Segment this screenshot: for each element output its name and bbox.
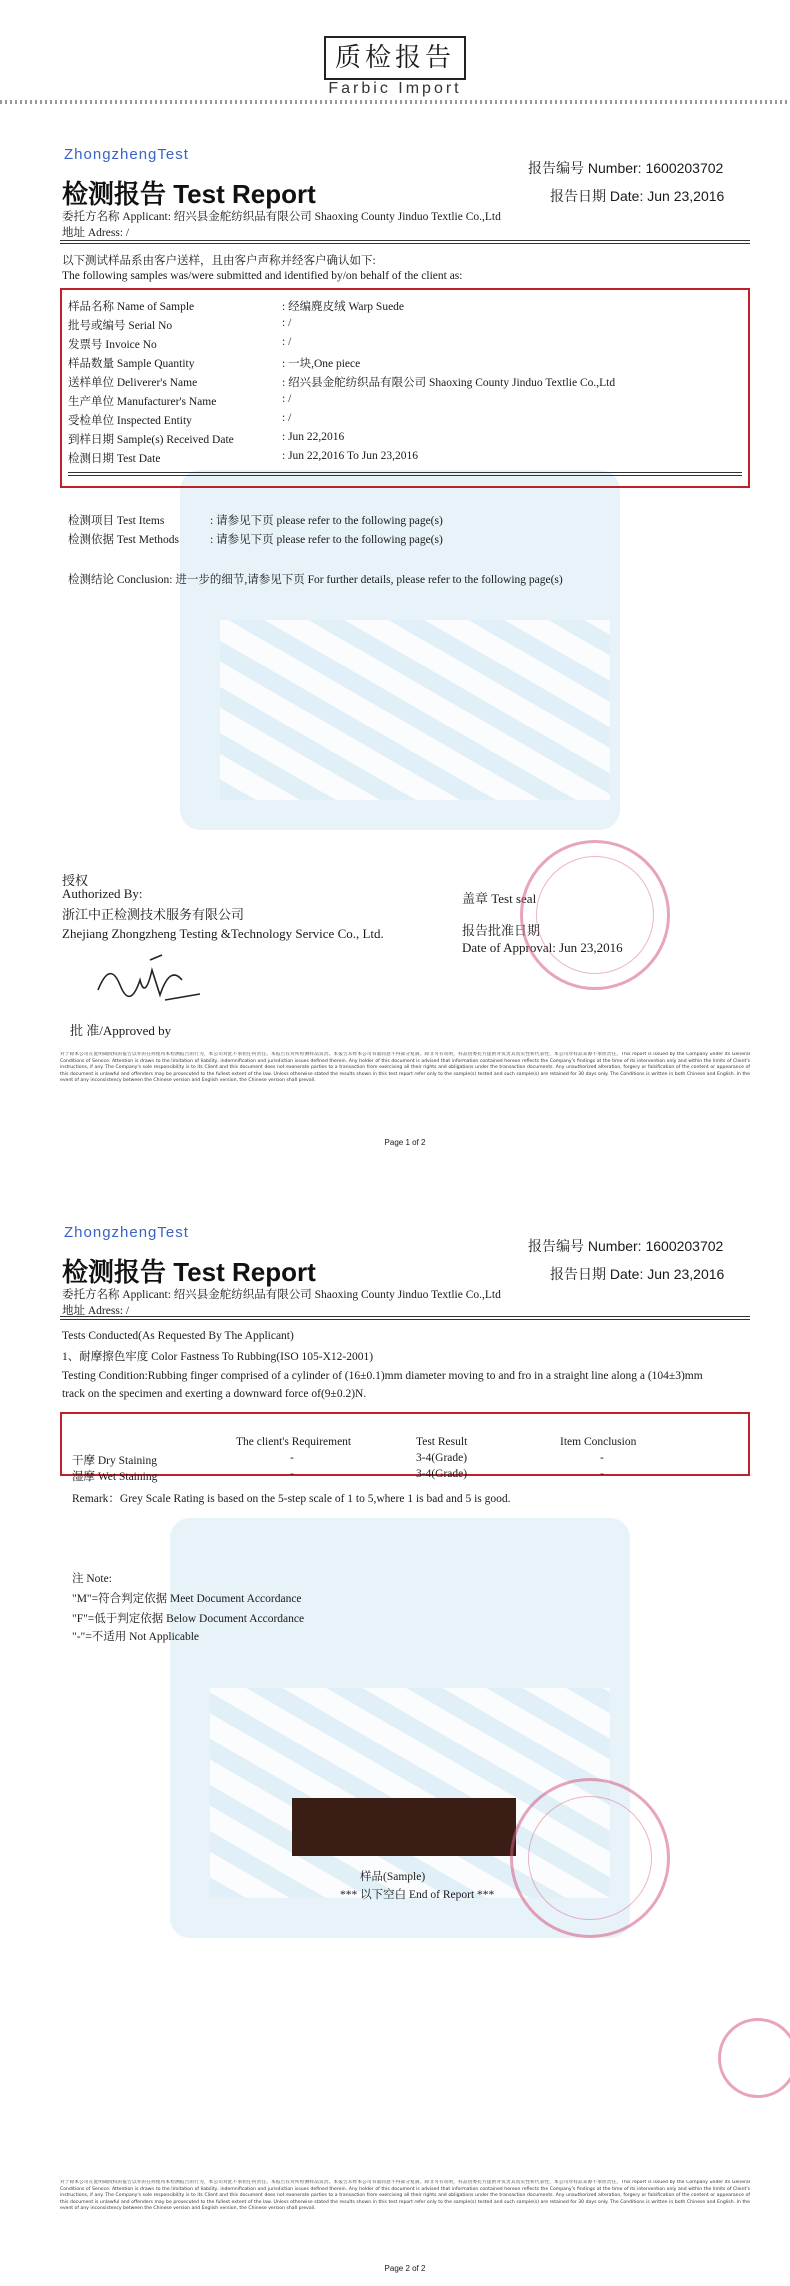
report-number: 报告编号 Number: 1600203702 [528,160,724,176]
banner-title: 质检报告 [324,36,466,80]
result-value: 3-4(Grade) [416,1468,468,1480]
column-header: Test Result [416,1436,468,1448]
company-en: Zhejiang Zhongzheng Testing &Technology Service Co., Ltd. [62,926,384,941]
field-label: 批号或编号 Serial No [68,320,173,332]
report-page-2 [50,1218,760,2278]
banner-divider [0,100,790,104]
field-label: 到样日期 Sample(s) Received Date [68,434,234,446]
field-value: : 绍兴县金舵纺织品有限公司 Shaoxing County Jinduo Textlie Co.,Ltd [282,377,616,389]
results-table-box [60,1412,750,1476]
field-label: 样品数量 Sample Quantity [68,358,195,370]
result-conclusion: - [600,1452,604,1464]
test-items-value: : 请参见下页 please refer to the following page(s) [210,515,443,527]
company-logo: ZhongzhengTest [64,146,189,163]
report-page-1 [50,140,760,1170]
tests-conducted: Tests Conducted(As Requested By The Applicant) [62,1330,294,1342]
intro-cn: 以下测试样品系由客户送样，且由客户声称并经客户确认如下: [62,255,376,267]
test-title: 1、耐摩擦色牢度 Color Fastness To Rubbing(ISO 105-X12-2001) [62,1351,374,1363]
field-value: : / [282,393,292,405]
result-requirement: - [290,1468,294,1480]
result-conclusion: - [600,1468,604,1480]
banner-subtitle: Farbic Import [328,80,462,97]
result-value: 3-4(Grade) [416,1452,468,1464]
field-label: 生产单位 Manufacturer's Name [68,396,217,408]
field-value: : Jun 22,2016 [282,431,345,443]
field-value: : / [282,412,292,424]
field-label: 送样单位 Deliverer's Name [68,377,198,389]
signature [90,950,210,1010]
address: 地址 Adress: / [62,227,130,239]
divider [60,1316,750,1320]
report-date: 报告日期 Date: Jun 23,2016 [550,188,725,204]
field-value: : / [282,336,292,348]
sample-stamp-ring [528,1796,652,1920]
report-number: 报告编号 Number: 1600203702 [528,1238,724,1254]
result-row-label: 湿摩 Wet Staining [72,1471,158,1483]
result-requirement: - [290,1452,294,1464]
end-of-report: *** 以下空白 End of Report *** [340,1889,495,1901]
header-banner [0,0,790,110]
field-value: : / [282,317,292,329]
edge-seal-stamp [718,2018,790,2098]
field-label: 受检单位 Inspected Entity [68,415,192,427]
page-number: Page 2 of 2 [384,2264,426,2273]
authorized-cn: 授权 [62,873,89,888]
result-row-label: 干摩 Dry Staining [72,1455,157,1467]
column-header: Item Conclusion [560,1436,637,1448]
report-date: 报告日期 Date: Jun 23,2016 [550,1266,725,1282]
test-methods-label: 检测依据 Test Methods [68,534,179,546]
page-title: 检测报告 Test Report [62,1257,316,1287]
applicant: 委托方名称 Applicant: 绍兴县金舵纺织品有限公司 Shaoxing County Jinduo Textlie Co.,Ltd [62,211,501,223]
sample-label: 样品(Sample) [360,1871,426,1883]
company-seal-ring [536,856,654,974]
field-label: 样品名称 Name of Sample [68,301,195,313]
note-item: "-"=不适用 Not Applicable [72,1631,200,1643]
conclusion: 检测结论 Conclusion: 进一步的细节,请参见下页 For further details, please refer to the following page(s) [68,574,563,586]
terms-fine-print: 对于除本公司在此明确授权的报告以外的任何使用本检测报告的行为，本公司对此不承担任何责任。本报告仅对所检测样品负责。本报告未经本公司书面同意不得部分复制。除非另有说明，样品由委托方提供并负责其真实性和代表性，本公司对样品来源不承担责任。This report is issued by the Company under its General Conditions of Service. Attention is drawn to the limitation of liability, indemnification and jurisdiction issues defined therein. Any holder of this document is advised that information contained hereon reflects the Company's findings at the time of its intervention only and within the limits of Client's instructions, if any. The Company's sole responsibility is to its Client and this document does not exonerate parties to a transaction from exercising all their rights and obligations under the transaction documents. Any unauthorized alteration, forgery or falsification of the content or appearance of this document is unlawful and offenders may be prosecuted to the fullest extent of the law. Unless otherwise stated the results shown in this test report refer only to the sample(s) tested and such sample(s) are retained for 30 days only. The Conditions is written in both Chinese and English. In the event of any inconsistency between the Chinese version and English version, the Chinese version shall prevail. [60,2180,750,2211]
address: 地址 Adress: / [62,1305,130,1317]
field-value: : Jun 22,2016 To Jun 23,2016 [282,450,419,462]
test-methods-value: : 请参见下页 please refer to the following page(s) [210,534,443,546]
note-title: 注 Note: [72,1573,112,1585]
authorized-en: Authorized By: [62,886,143,901]
approved-by: 批 准/Approved by [70,1023,172,1038]
page-number: Page 1 of 2 [384,1138,426,1147]
divider [60,240,750,244]
test-items-label: 检测项目 Test Items [68,515,165,527]
terms-fine-print: 对于除本公司在此明确授权的报告以外的任何使用本检测报告的行为，本公司对此不承担任何责任。本报告仅对所检测样品负责。本报告未经本公司书面同意不得部分复制。除非另有说明，样品由委托方提供并负责其真实性和代表性，本公司对样品来源不承担责任。This report is issued by the Company under its General Conditions of Service. Attention is drawn to the limitation of liability, indemnification and jurisdiction issues defined therein. Any holder of this document is advised that information contained hereon reflects the Company's findings at the time of its intervention only and within the limits of Client's instructions, if any. The Company's sole responsibility is to its Client and this document does not exonerate parties to a transaction from exercising all their rights and obligations under the transaction documents. Any unauthorized alteration, forgery or falsification of the content or appearance of this document is unlawful and offenders may be prosecuted to the fullest extent of the law. Unless otherwise stated the results shown in this test report refer only to the sample(s) tested and such sample(s) are retained for 30 days only. The Conditions is written in both Chinese and English. In the event of any inconsistency between the Chinese version and English version, the Chinese version shall prevail. [60,1052,750,1083]
field-label: 发票号 Invoice No [68,339,157,351]
applicant: 委托方名称 Applicant: 绍兴县金舵纺织品有限公司 Shaoxing County Jinduo Textlie Co.,Ltd [62,1289,501,1301]
field-value: : 经编麂皮绒 Warp Suede [282,301,405,313]
watermark-stripes [220,620,610,800]
remark: Remark：Grey Scale Rating is based on the 5-step scale of 1 to 5,where 1 is bad and 5 is good. [72,1493,511,1505]
test-condition-line-1: Testing Condition:Rubbing finger comprised of a cylinder of (16±0.1)mm diameter moving to and fro in a straight line along a (104±3)mm [62,1370,703,1382]
note-item: "F"=低于判定依据 Below Document Accordance [72,1613,305,1625]
fabric-sample-swatch [292,1798,516,1856]
company-cn: 浙江中正检测技术服务有限公司 [62,907,245,922]
divider [68,472,742,476]
field-label: 检测日期 Test Date [68,453,161,465]
approval-date: Date of Approval: Jun 23,2016 [462,940,623,955]
page-title: 检测报告 Test Report [62,179,316,209]
company-logo: ZhongzhengTest [64,1224,189,1241]
approval-date-cn: 报告批准日期 [462,923,541,938]
test-seal-label: 盖章 Test seal [462,891,537,906]
intro-en: The following samples was/were submitted and identified by/on behalf of the client as: [62,270,463,282]
field-value: : 一块,One piece [282,358,361,370]
note-item: "M"=符合判定依据 Meet Document Accordance [72,1593,302,1605]
test-condition-line-2: track on the specimen and exerting a downward force of(9±0.2)N. [62,1388,367,1400]
column-header: The client's Requirement [236,1436,352,1448]
